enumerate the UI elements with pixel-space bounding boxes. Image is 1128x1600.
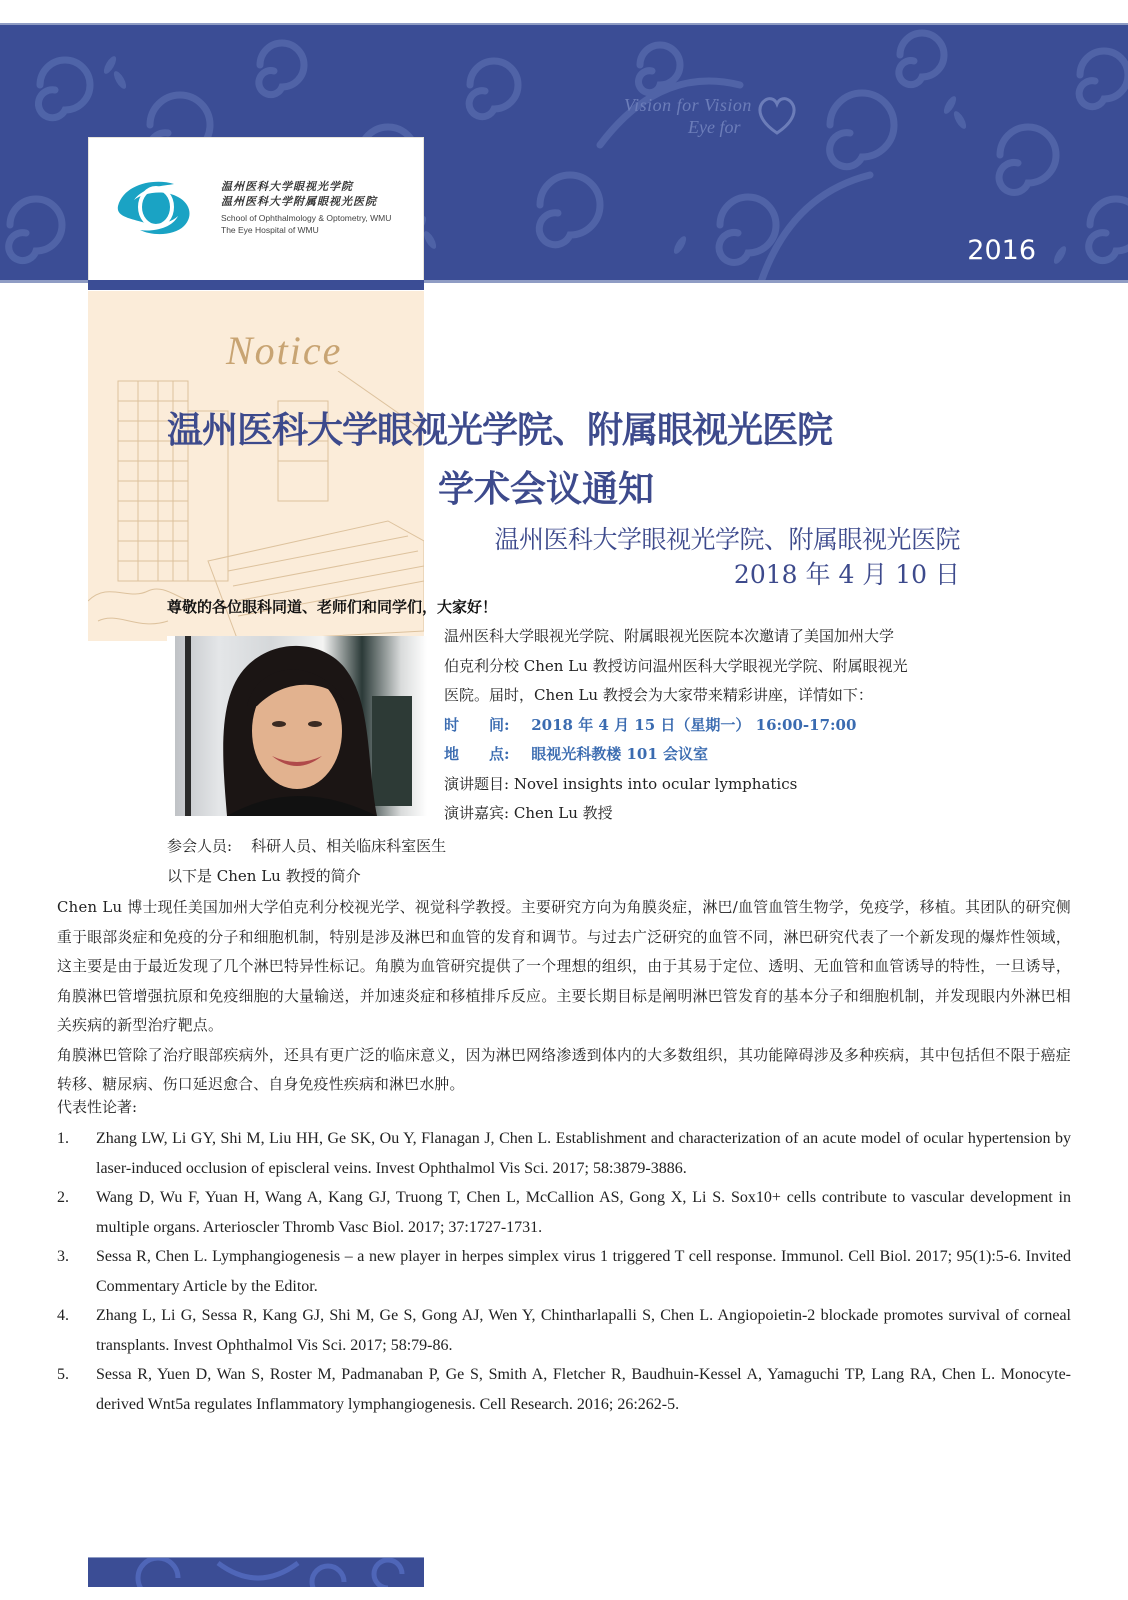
greeting: 尊敬的各位眼科同道、老师们和同学们，大家好！: [167, 598, 498, 616]
swirl-pattern-icon: [88, 1558, 424, 1587]
logo-cn-line1: 温州医科大学眼视光学院: [221, 180, 353, 193]
event-speaker: [444, 799, 964, 829]
event-place: [444, 740, 964, 770]
issuing-organization: 温州医科大学眼视光学院、附属眼视光医院: [494, 525, 960, 554]
bio-paragraph-1: Chen Lu 博士现任美国加州大学伯克利分校视光学、视觉科学教授。主要研究方向为角膜炎症，淋巴/血管血管生物学，免疫学，移植。其团队的研究侧重于眼部炎症和免疫的分子和细胞机制，特别是涉及淋巴和血管的发育和调节。与过去广泛研究的血管不同，淋巴研究代表了一个新发现的爆炸性领域，这主要是由于最近发现了几个淋巴特异性标记。角膜为血管研究提供了一个理想的组织，由于其易于定位、透明、无血管和血管诱导的特性，一旦诱导，角膜淋巴管增强抗原和免疫细胞的大量输送，并加速炎症和移植排斥反应。主要长期目标是阐明淋巴管发育的基本分子和细胞机制，并发现眼内外淋巴相关疾病的新型治疗靶点。: [57, 899, 1071, 1034]
eye-logo-icon: [114, 176, 198, 238]
motto-watermark: [600, 93, 800, 163]
publication-number: 5.: [57, 1366, 69, 1383]
notice-word: Notice: [226, 328, 343, 373]
motto-line2: Eye for: [688, 117, 741, 137]
speaker-label: 演讲嘉宾:: [444, 804, 510, 822]
publications-list: [57, 1124, 1071, 1419]
publication-item: [57, 1360, 1071, 1419]
year-label: 2016: [967, 235, 1036, 266]
heart-icon: [755, 93, 799, 137]
publication-item: [57, 1301, 1071, 1360]
bio-paragraph-2: 角膜淋巴管除了治疗眼部疾病外，还具有更广泛的临床意义，因为淋巴网络渗透到体内的大多数组织，其功能障碍涉及多种疾病，其中包括但不限于癌症转移、糖尿病、伤口延迟愈合、自身免疫性疾病和淋巴水肿。: [57, 1046, 1071, 1093]
notice-title-line1: 温州医科大学眼视光学院、附属眼视光医院: [167, 410, 833, 451]
publication-text: Sessa R, Yuen D, Wan S, Roster M, Padmanaban P, Ge S, Smith A, Fletcher R, Baudhuin-Kessel A, Yamaguchi TP, Lang RA, Chen L. Monocyte-derived Wnt5a regulates Inflammatory lymphangiogenesis. Cell Research. 2016; 26:262-5.: [96, 1366, 1071, 1413]
attendees-label: 参会人员:: [167, 837, 233, 855]
time-value: 2018 年 4 月 15 日（星期一） 16:00-17:00: [531, 715, 857, 734]
logo-en-line2: The Eye Hospital of WMU: [221, 225, 319, 235]
topic-label: 演讲题目:: [444, 774, 510, 793]
speaker-value: Chen Lu 教授: [513, 804, 613, 822]
publication-item: [57, 1124, 1071, 1183]
publication-item: [57, 1183, 1071, 1242]
intro-line: 伯克利分校 Chen Lu 教授访问温州医科大学眼视光学院、附属眼视光: [444, 656, 908, 675]
time-label: 时 间:: [444, 715, 510, 734]
notice-title-line2: 学术会议通知: [438, 469, 655, 510]
place-label: 地 点:: [444, 745, 510, 763]
issue-date: 2018 年 4 月 10 日: [733, 560, 960, 589]
publication-item: [57, 1242, 1071, 1301]
divider-bar: [88, 280, 424, 290]
attendees: [167, 835, 446, 856]
speaker-bio: [57, 893, 1071, 1100]
event-intro: [444, 622, 964, 829]
institution-logo-card: [88, 137, 424, 281]
intro-line: 温州医科大学眼视光学院、附属眼视光医院本次邀请了美国加州大学: [444, 627, 895, 645]
place-value: 眼视光科教楼 101 会议室: [531, 745, 708, 763]
notice-panel: [88, 291, 424, 641]
logo-en-line1: School of Ophthalmology & Optometry, WMU: [221, 213, 392, 223]
publication-text: Wang D, Wu F, Yuan H, Wang A, Kang GJ, Truong T, Chen L, McCallion AS, Gong X, Li S. Sox10+ cells contribute to vascular development in multiple organs. Arterioscler Thromb Vasc Biol. 2017; 37:1727-1731.: [96, 1189, 1071, 1236]
event-topic: [444, 770, 964, 800]
attendees-value: 科研人员、相关临床科室医生: [251, 837, 447, 855]
event-time: [444, 711, 964, 741]
intro-line: 医院。届时，Chen Lu 教授会为大家带来精彩讲座，详情如下：: [444, 686, 873, 704]
motto-line1: Vision for Vision: [624, 95, 752, 115]
publication-number: 2.: [57, 1189, 69, 1206]
bio-intro: 以下是 Chen Lu 教授的简介: [167, 867, 361, 885]
logo-text-block: [221, 179, 391, 236]
publication-number: 3.: [57, 1248, 69, 1265]
publication-number: 1.: [57, 1130, 69, 1147]
footer-bar: [88, 1557, 424, 1587]
topic-value: Novel insights into ocular lymphatics: [513, 774, 798, 793]
speaker-portrait-icon: [167, 636, 427, 816]
publication-text: Zhang LW, Li GY, Shi M, Liu HH, Ge SK, Ou Y, Flanagan J, Chen L. Establishment and characterization of an acute model of ocular hypertension by laser-induced occlusion of episcleral veins. Invest Ophthalmol Vis Sci. 2017; 58:3879-3886.: [96, 1130, 1071, 1177]
publication-text: Zhang L, Li G, Sessa R, Kang GJ, Shi M, Ge S, Gong AJ, Wen Y, Chintharlapalli S, Chen L. Angiopoietin-2 blockade promotes survival of corneal transplants. Invest Ophthalmol Vis Sci. 2017; 58:79-86.: [96, 1307, 1071, 1354]
publications-heading: 代表性论著:: [57, 1098, 138, 1116]
publication-text: Sessa R, Chen L. Lymphangiogenesis – a new player in herpes simplex virus 1 triggered T cell response. Immunol. Cell Biol. 2017; 95(1):5-6. Invited Commentary Article by the Editor.: [96, 1248, 1071, 1295]
logo-cn-line2: 温州医科大学附属眼视光医院: [221, 195, 377, 208]
publication-number: 4.: [57, 1307, 69, 1324]
speaker-photo: [167, 636, 427, 816]
